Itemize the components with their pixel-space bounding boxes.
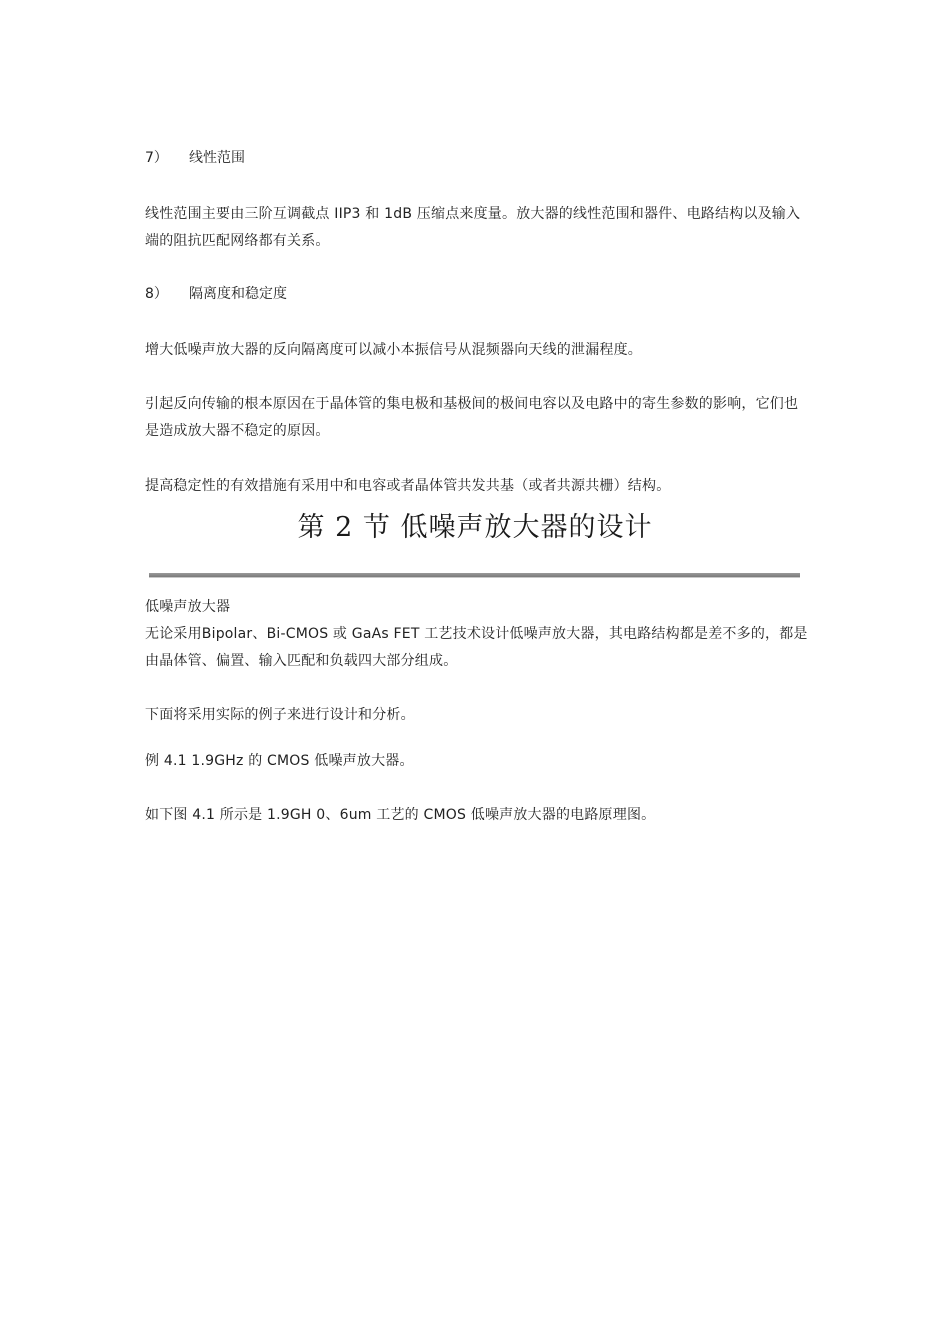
item-number: 8） — [145, 286, 168, 302]
paragraph-isolation: 增大低噪声放大器的反向隔离度可以减小本振信号从混频器向天线的泄漏程度。 — [145, 342, 642, 358]
paragraph-linear-range: 线性范围主要由三阶互调截点 IIP3 和 1dB 压缩点来度量。放大器的线性范围和器件、电路结构以及输入端的阻抗匹配网络都有关系。 — [145, 206, 801, 249]
item-title: 隔离度和稳定度 — [189, 286, 287, 302]
example-title: 例 4.1 1.9GHz 的 CMOS 低噪声放大器。 — [145, 753, 414, 769]
item-title: 线性范围 — [189, 150, 245, 166]
item-7-heading — [145, 148, 245, 168]
paragraph-figure-ref: 如下图 4.1 所示是 1.9GH 0、6um 工艺的 CMOS 低噪声放大器的电路原理图。 — [145, 807, 656, 823]
paragraph-lna-intro: 无论采用Bipolar、Bi-CMOS 或 GaAs FET 工艺技术设计低噪声放大器，其电路结构都是差不多的，都是由晶体管、偏置、输入匹配和负载四大部分组成。 — [145, 626, 808, 669]
item-8-heading — [145, 284, 287, 304]
paragraph-example-intro: 下面将采用实际的例子来进行设计和分析。 — [145, 707, 415, 723]
lna-heading: 低噪声放大器 — [145, 599, 231, 615]
section-title: 第 2 节 低噪声放大器的设计 — [297, 512, 653, 543]
section-divider — [149, 573, 800, 578]
item-number: 7） — [145, 150, 168, 166]
paragraph-stability: 提高稳定性的有效措施有采用中和电容或者晶体管共发共基（或者共源共栅）结构。 — [145, 478, 671, 494]
paragraph-reverse-cause: 引起反向传输的根本原因在于晶体管的集电极和基极间的极间电容以及电路中的寄生参数的影响，它们也是造成放大器不稳定的原因。 — [145, 396, 799, 439]
